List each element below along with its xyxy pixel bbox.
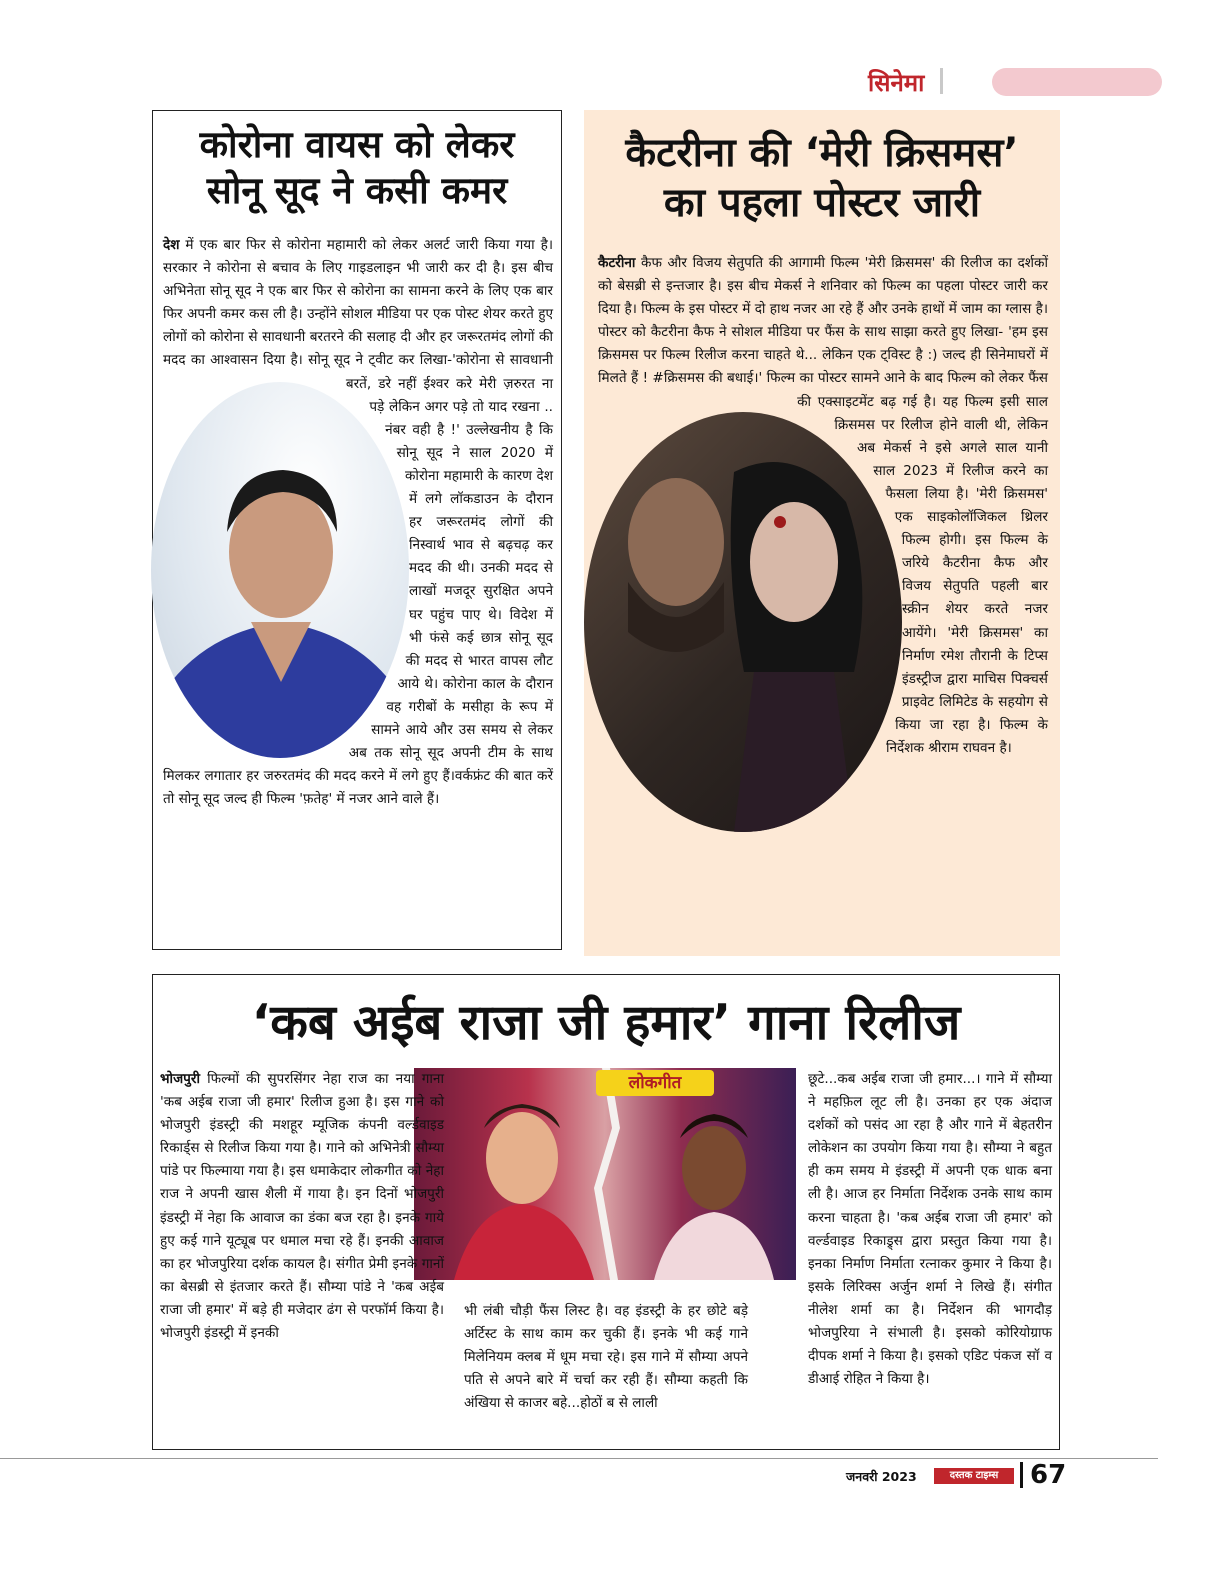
- sonu-sood-photo: [151, 382, 409, 758]
- merry-christmas-poster-frame: [584, 412, 902, 832]
- sonu-sood-photo-frame: [151, 382, 409, 758]
- article1-text: में एक बार फिर से कोरोना महामारी को लेकर अलर्ट जारी किया गया है। सरकार ने कोरोना से बचाव के लिए गाइडलाइन भी जारी कर दी है। इस बीच अभिनेता सोनू सूद ने एक बार फिर से कोरोना का सामना करने के लिए एक बार फिर अपनी कमर कस ली है। उन्होंने सोशल मीडिया पर एक पोस्ट शेयर करते हुए लोगों को कोरोना से सावधानी बरतरने की सलाह दी और हर जरूरतमंद लोगों की मदद का आश्वासन दिया है। सोनू सूद ने ट्वीट कर लिखा-'कोरोना से सावधानी बरतें, डरे नहीं ईश्वर करे मेरी ज़रुरत ना पड़े लेकिन अगर पड़े तो याद रखना .. नंबर वही है !' उल्लेखनीय है कि सोनू सूद ने साल 2020 में कोरोना महामारी के कारण देश में लगे लॉकडाउन के दौरान हर जरूरतमंद लोगों की निस्वार्थ भाव से बढ़चढ़ कर मदद की थी। उनकी मदद से लाखों मजदूर सुरक्षित अपने घर पहुंच पाए थे। विदेश में भी फंसे कई छात्र सोनू सूद की मदद से भारत वापस लौट आये थे। कोरोना काल के दौरान वह गरीबों के मसीहा के रूप में सामने आये और उस समय से लेकर अब तक सोनू सूद अपनी टीम के साथ मिलकर लगातार हर जरुरतमंद की मदद करने में लगे हुए हैं।वर्कफ्रंट की बात करें तो सोनू सूद जल्द ही फिल्म 'फ़तेह' में नजर आने वाले हैं।: [163, 237, 553, 808]
- song-poster: [414, 1068, 796, 1280]
- headline-line: कोरोना वायस को लेकर: [199, 123, 515, 166]
- article3-column-2: भी लंबी चौड़ी फैंस लिस्ट है। वह इंडस्ट्री के हर छोटे बड़े अर्टिस्ट के साथ काम कर चुकी हैं। इनके भी कई गाने मिलेनियम क्लब में धूम मचा रहे। इस गाने में सौम्या अपने पति से अपने बारे में चर्चा कर रही हैं। सौम्या कहती कि अंखिया से काजर बहे...होठों ब से लाली: [464, 1303, 748, 1412]
- article3-lead: भोजपुरी: [160, 1071, 200, 1087]
- article2-headline: [584, 128, 1060, 228]
- article3-column-1: [160, 1068, 444, 1446]
- footer-rule: [0, 1458, 1158, 1459]
- issue-date: जनवरी 2023: [846, 1469, 917, 1484]
- section-label: सिनेमा: [868, 69, 925, 97]
- section-divider: [940, 68, 943, 94]
- headline-line: सोनू सूद ने कसी कमर: [206, 169, 508, 213]
- page-number: 67: [1030, 1460, 1067, 1490]
- lokgeet-banner: लोकगीत: [596, 1070, 714, 1096]
- magazine-logo: दस्तक टाइम्स: [934, 1468, 1014, 1484]
- header-pill: [992, 68, 1162, 96]
- article1-lead: देश: [163, 237, 180, 253]
- article1-headline: [152, 122, 562, 215]
- article2-text: कैफ और विजय सेतुपति की आगामी फिल्म 'मेरी क्रिसमस' की रिलीज का दर्शकों को बेसब्री से इन्तजार है। इस बीच मेकर्स ने शनिवार को फिल्म का पहला पोस्टर जारी कर दिया है। फिल्म के इस पोस्टर में दो हाथ नजर आ रहे हैं और उनके हाथों में जाम का ग्लास है। पोस्टर को कैटरीना कैफ ने सोशल मीडिया पर फैंस के साथ साझा करते हुए लिखा- 'हम इस क्रिसमस पर फिल्म रिलीज करना चाहते थे... लेकिन एक ट्विस्ट है :) जल्द ही सिनेमाघरों में मिलते हैं ! #क्रिसमस की बधाई।' फिल्म का पोस्टर सामने आने के बाद फिल्म को लेकर फैंस की एक्साइटमेंट बढ़ गई है। यह फिल्म इसी साल क्रिसमस पर रिलीज होने वाली थी, लेकिन अब मेकर्स ने इसे अगले साल यानी साल 2023 में रिलीज करने का फैसला लिया है। 'मेरी क्रिसमस' एक साइकोलॉजिकल थ्रिलर फिल्म होगी। इस फिल्म के जरिये कैटरीना कैफ और विजय सेतुपति पहली बार स्क्रीन शेयर करते नजर आयेंगे। 'मेरी क्रिसमस' का निर्माण रमेश तौरानी के टिप्स इंडस्ट्रीज द्वारा माचिस पिक्चर्स प्राइवेट लिमिटेड के सहयोग से किया जा रहा है। फिल्म के निर्देशक श्रीराम राघवन है।: [598, 255, 1048, 756]
- headline-line: कैटरीना की ‘मेरी क्रिसमस’: [625, 130, 1019, 176]
- article3-headline: ‘कब अईब राजा जी हमार’ गाना रिलीज: [251, 994, 961, 1051]
- article1-body: [163, 234, 553, 934]
- merry-christmas-poster: [584, 412, 902, 832]
- article3-col1-text: फिल्मों की सुपरसिंगर नेहा राज का नया गाना 'कब अईब राजा जी हमार' रिलीज हुआ है। इस गाने को भोजपुरी इंडस्ट्री की मशहूर म्यूजिक कंपनी वर्ल्डवाइड रिकार्ड्स से रिलीज किया गया है। गाने को अभिनेत्री सौम्या पांडे पर फिल्माया गया है। इस धमाकेदार लोकगीत को नेहा राज ने अपनी खास शैली में गाया है। इन दिनों भोजपुरी इंडस्ट्री में नेहा कि आवाज का डंका बज रहा है। इनके गाये हुए कई गाने यूट्यूब पर धमाल मचा रहे हैं। इनकी आवाज का हर भोजपुरिया दर्शक कायल है। संगीत प्रेमी इनके गानों का बेसब्री से इंतजार करते हैं। सौम्या पांडे ने 'कब अईब राजा जी हमार' में बड़े ही मजेदार ढंग से परफॉर्म किया है। भोजपुरी इंडस्ट्री में इनकी: [160, 1071, 444, 1342]
- article2-body: [598, 252, 1048, 932]
- footer-divider: [1020, 1462, 1023, 1488]
- article2-lead: कैटरीना: [598, 255, 636, 271]
- headline-line: का पहला पोस्टर जारी: [663, 180, 981, 226]
- article3-column-3: छूटे...कब अईब राजा जी हमार...। गाने में सौम्या ने महफ़िल लूट ली है। उनका हर एक अंदाज दर्शकों को पसंद आ रहा है और गाने में बेहतरीन लोकेशन का उपयोग किया गया है। सौम्या ने बहुत ही कम समय मे इंडस्ट्री में अपनी एक धाक बना ली है। आज हर निर्माता निर्देशक उनके साथ काम करना चाहता है। 'कब अईब राजा जी हमार' को वर्ल्डवाइड रिकाड्र्स द्वारा प्रस्तुत किया गया है। इनका निर्माण निर्माता रत्नाकर कुमार ने किया है। इसके लिरिक्स अर्जुन शर्मा ने लिखे हैं। संगीत नीलेश शर्मा का है। निर्देशन की भागदौड़ भोजपुरिया ने संभाली है। इसको कोरियोग्राफ दीपक शर्मा ने किया है। इसको एडिट पंकज सॉ व डीआई रोहित ने किया है।: [808, 1071, 1052, 1388]
